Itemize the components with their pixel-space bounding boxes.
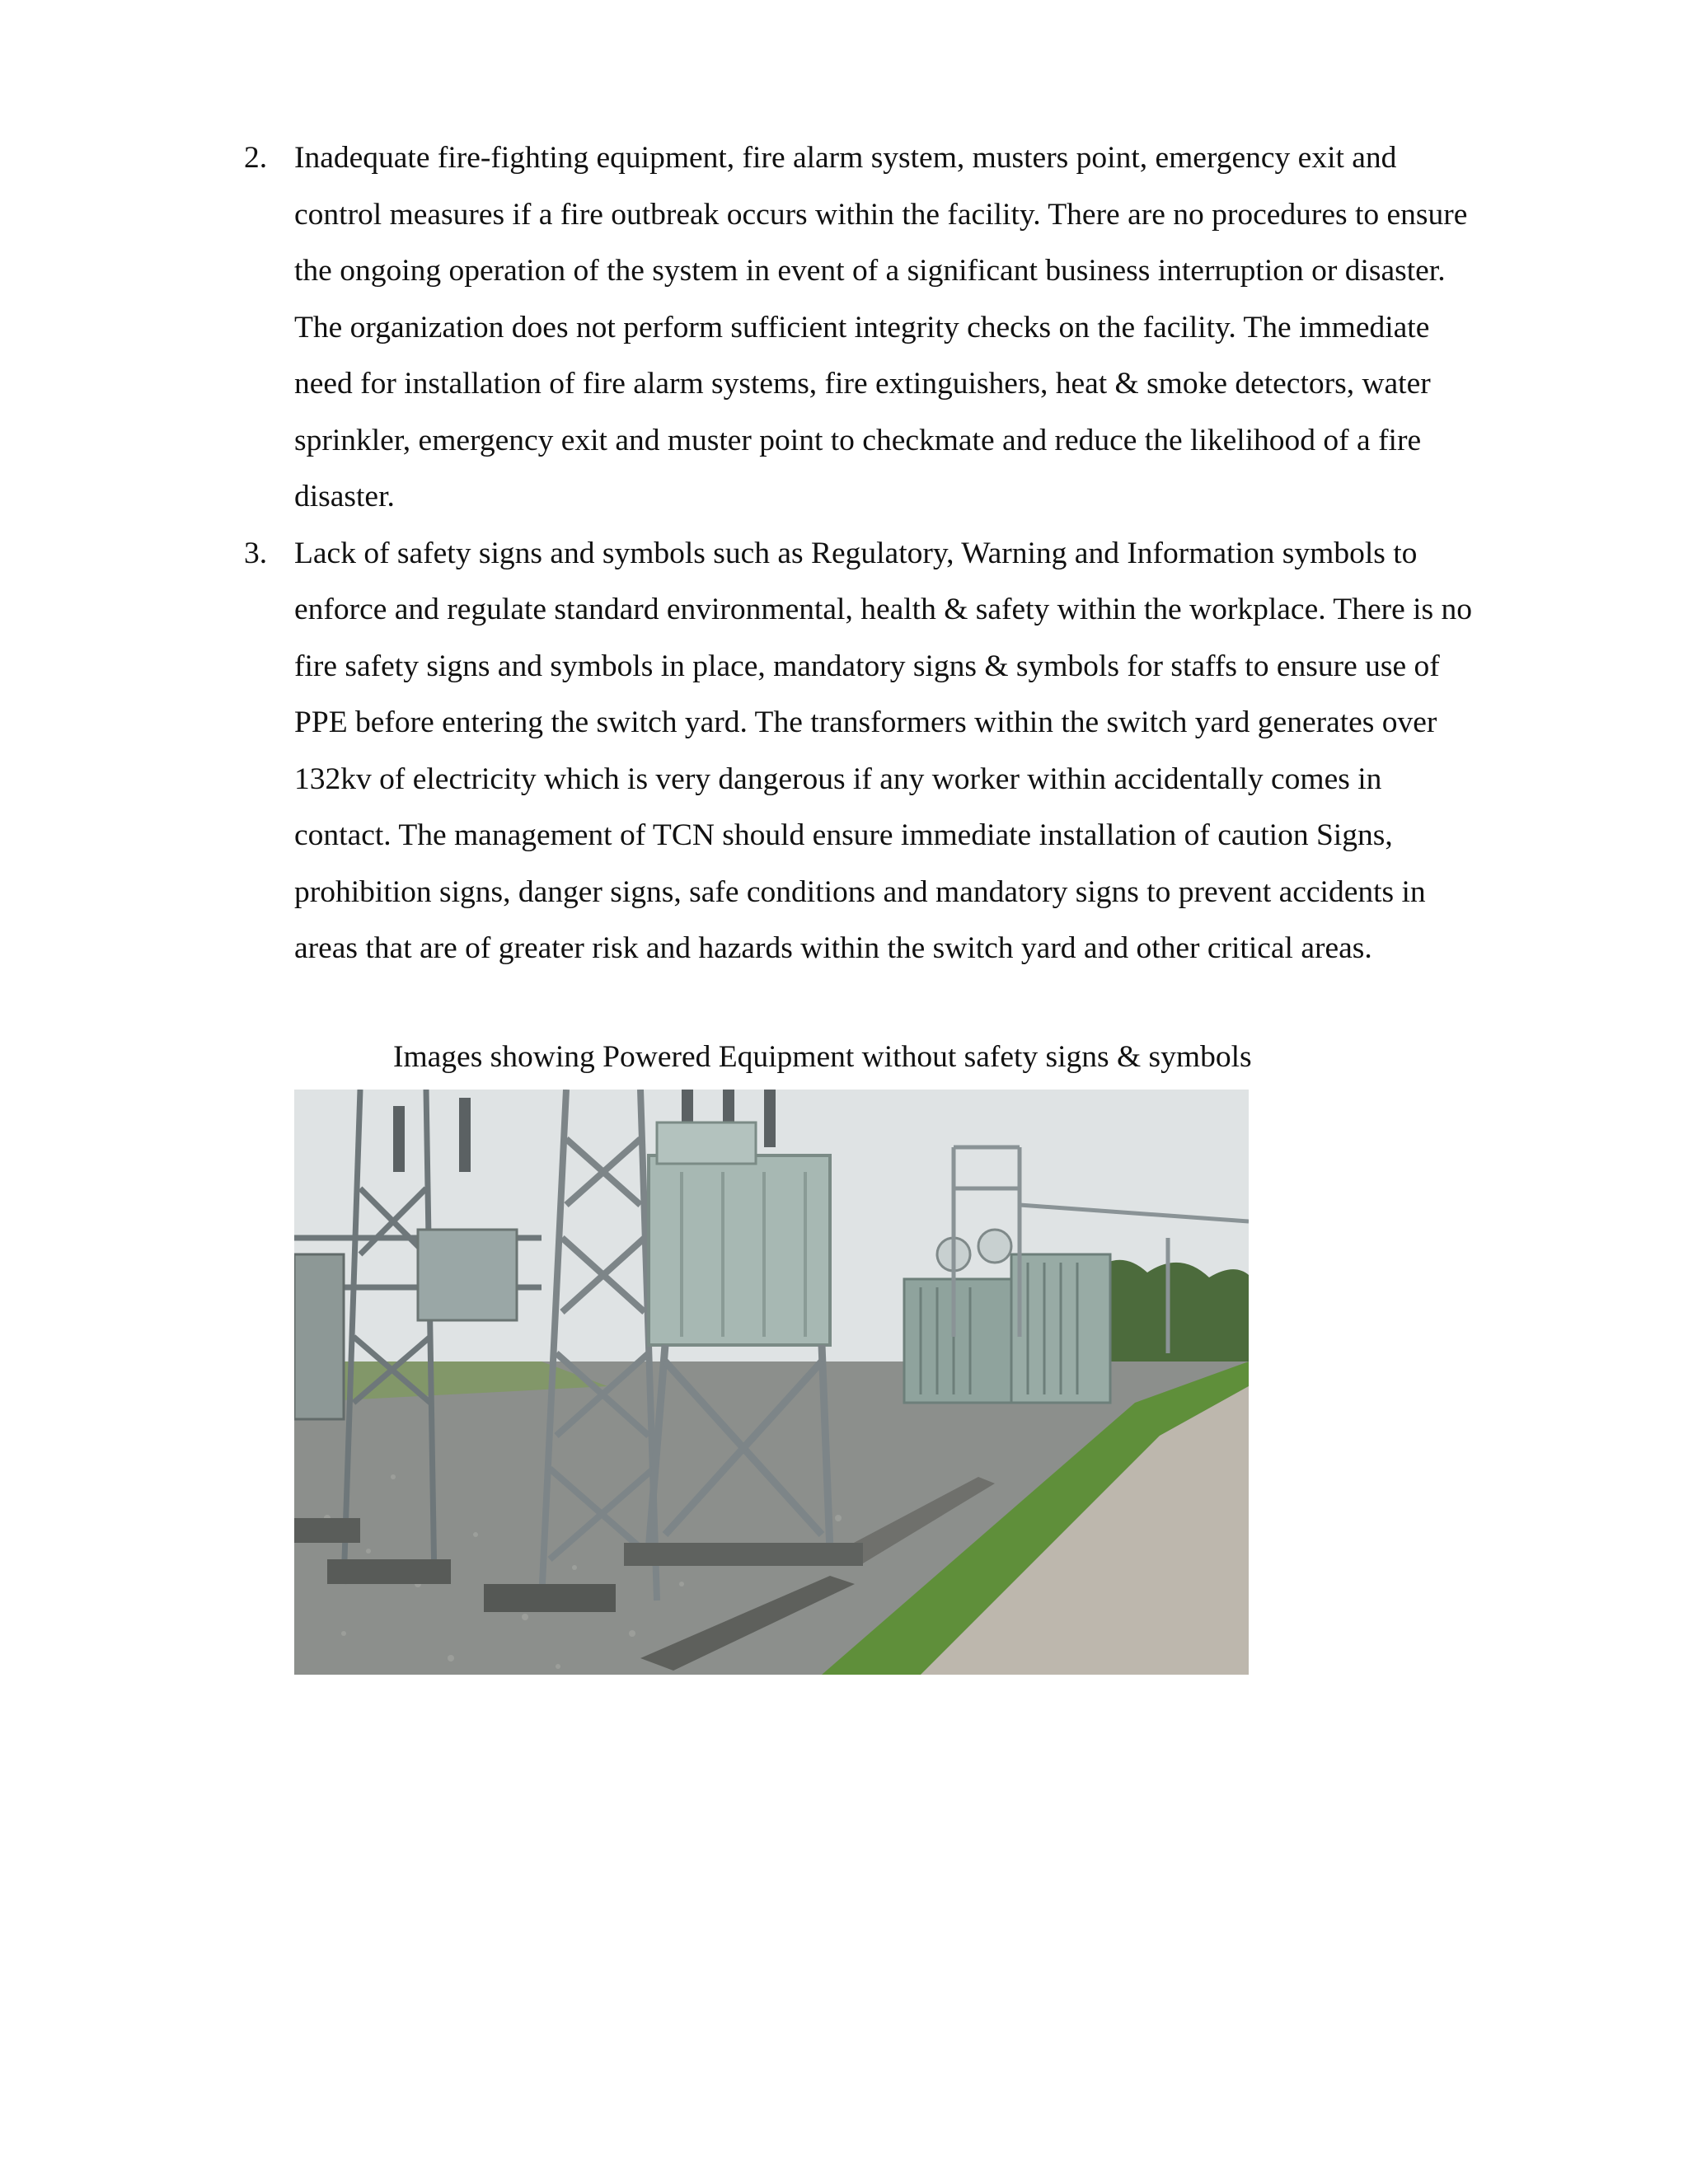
switchyard-photo-illustration	[294, 1090, 1249, 1675]
list-item	[0, 526, 1473, 977]
list-item	[0, 130, 1473, 526]
switchyard-photo	[294, 1090, 1249, 1675]
findings-list	[0, 130, 1688, 977]
list-item-text: Lack of safety signs and symbols such as Regulatory, Warning and Information symbols to enforce and regulate standard environmental, health & safety within the workplace. There is no fire safety signs and symbols in place, mandatory signs & symbols for staffs to ensure use of PPE before entering the switch yard. The transformers within the switch yard generates over 132kv of electricity which is very dangerous if any worker within accidentally comes in contact. The management of TCN should ensure immediate installation of caution Signs, prohibition signs, danger signs, safe conditions and mandatory signs to prevent accidents in areas that are of greater risk and hazards within the switch yard and other critical areas.	[294, 536, 1472, 965]
figure-caption: Images showing Powered Equipment without safety signs & symbols	[393, 1040, 1252, 1074]
list-item-number: 3.	[244, 536, 268, 570]
photo-transformer	[649, 1122, 830, 1345]
list-item-text: Inadequate fire-fighting equipment, fire alarm system, musters point, emergency exit and control measures if a fire outbreak occurs within the facility. There are no procedures to ensure the ongoing operation of the system in event of a significant business interruption or disaster. The organization does not perform sufficient integrity checks on the facility. The immediate need for installation of fire alarm systems, fire extinguishers, heat & smoke detectors, water sprinkler, emergency exit and muster point to checkmate and reduce the likelihood of a fire disaster.	[294, 141, 1468, 513]
list-item-number: 2.	[244, 141, 268, 175]
